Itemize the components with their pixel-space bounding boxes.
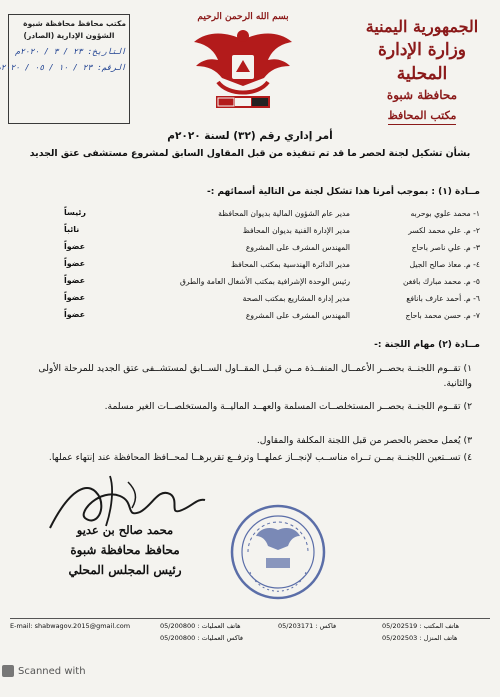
member-position: مدير عام الشؤون المالية بديوان المحافظة [218,209,350,218]
member-name: ٤- م. معاذ صالح الجيل [409,260,480,269]
stamp-number: الرقم: ٢٣ / ١٠ / ٠٥ / ٢٠٢٠ [0,63,126,72]
member-name: ٣- م. علي ناصر باحاج [411,243,480,252]
footer-home-phone: هاتف المنزل : 05/202503 [382,634,458,642]
footer-email: E-mail: shabwagov.2015@gmail.com [10,622,131,630]
official-seal-stamp [228,502,328,602]
member-role: عضواً [64,276,86,285]
member-name: ٢- م. علي محمد لكسر [408,226,480,235]
stamp-date: التاريخ: ٢٣ / ٣ / ٢٠٢٠م [15,47,126,56]
footer-ops-phone: هاتف العمليات : 05/200800 [160,622,241,630]
stamp-line-1: مكتب محافظ محافظة شبوة [23,19,126,28]
article-2-heading: مــادة (٢) مهام اللجنة :- [374,340,480,350]
member-role: عضواً [64,259,86,268]
member-position: المهندس المشرف على المشروع [245,243,350,252]
task-item: ٤) تســتعين اللجنــة بمــن تــراه مناســب لإنجــاز عملهــا وترفــع تقريرهــا لمحــافظ المحافظة عند إنتهاء عملها. [48,452,472,463]
task-item: ٢) تقــوم اللجنــة بحصــر المستخلصــات المسلمة والعهــد الماليــة والمستخلصــات الغير مسلمة. [104,401,472,412]
eagle-emblem-icon [188,22,298,117]
task-item: ٣) يُعمل محضر بالحصر من قبل اللجنة المكلفة والمقاول. [256,435,472,446]
governor-title: محافظ محافظة شبوة [70,543,180,557]
stamp-line-2: الشؤون الإدارية (الصادر) [23,31,115,40]
member-position: مدير الدائرة الهندسية بمكتب المحافظ [230,260,350,269]
republic-name: الجمهورية اليمنية [365,17,479,36]
office-name: مكتب المحافظ [388,108,457,125]
member-role: عضواً [64,242,86,251]
member-name: ٧- م. حسن محمد باحاج [405,311,480,320]
footer-divider [10,618,490,619]
governorate-name: محافظة شبوة [386,88,458,102]
footer-row-1 [10,622,490,630]
member-position: المهندس المشرف على المشروع [245,311,350,320]
footer-office-phone: هاتف المكتب : 05/202519 [382,622,460,630]
member-name: ١- محمد علوي بوحربه [410,209,480,218]
member-name: ٥- م. محمد مبارك بافغن [402,277,480,286]
basmala: بسم الله الرحمن الرحيم [197,12,289,22]
council-title: رئيس المجلس المحلي [68,563,182,577]
order-subject: بشأن تشكيل لجنة لحصر ما قد تم تنفيذه من قبل المقاول السابق لمشروع مستشفى عتق الجديد [29,148,471,159]
letterhead [352,16,492,125]
member-role: رئيساً [64,208,87,217]
camscanner-icon [2,665,14,677]
member-position: رئيس الوحدة الإشرافية بمكتب الأشغال العامة والطرق [179,277,350,286]
member-role: عضواً [64,293,86,302]
member-name: ٦- م. أحمد عارف بانافع [406,294,480,303]
member-role: عضواً [64,310,86,319]
member-role: نائباً [64,225,80,234]
watermark-text: Scanned with [18,666,86,677]
footer-ops-fax: فاكس العمليات : 05/200800 [160,634,244,642]
order-title: أمر إداري رقم (٣٢) لسنة ٢٠٢٠م [167,130,333,142]
state-emblem [188,12,298,121]
article-1-heading: مــادة (١) : بموجب أمرنا هذا تشكل لجنة من التالية أسمائهم :- [206,187,480,197]
governor-name: محمد صالح بن عديو [76,523,174,537]
signature-block [30,520,220,580]
footer-fax: فاكس : 05/203171 [278,622,337,630]
ministry-name: وزارة الإدارة المحلية [377,40,466,84]
member-position: مدير الإدارة الفنية بديوان المحافظ [242,226,350,235]
scanner-watermark [2,665,86,677]
member-position: مدير إدارة المشاريع بمكتب الصحة [242,294,350,303]
outgoing-register-stamp [0,14,130,124]
task-item: ١) تقــوم اللجنــة بحصــر الأعمــال المنفــذة مــن قبــل المقــاول الســابق لمستشــفى عتق الجديد للمرحلة الأولى والثانية. [38,363,472,389]
